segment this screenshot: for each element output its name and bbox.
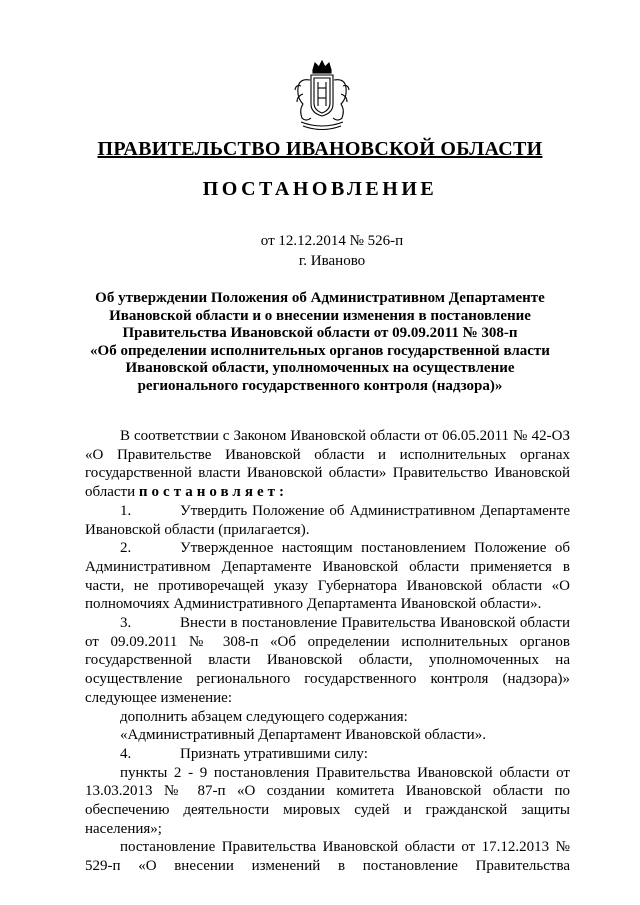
preamble-text: В соответствии с Законом Ивановской области от 06.05.2011 № 42-ОЗ «О Правительстве Ивановской области и исполнительных органах государственной власти Ивановской области» Правительство Ивановской области [85,428,570,501]
item-number: 1. [120,502,132,519]
item-text: Утвержденное настоящим постановлением Положение об Административном Департаменте Ивановской области применяется в части, не противоречащей указу Губернатора Ивановской области «О полномочиях Административного Департамента Ивановской области». [85,540,570,613]
title-line: Ивановской области, уполномоченных на осуществление [125,360,515,376]
document-body [85,427,570,876]
resolves-word: постановляет: [138,484,288,501]
item-number: 4. [120,745,132,762]
title-line: регионального государственного контроля (надзора)» [137,377,503,394]
item3-sub-paragraph: «Административный Департамент Ивановской области». [120,727,486,744]
item-text: Внести в постановление Правительства Ивановской области от 09.09.2011 № 308-п «Об определении исполнительных органов государственной власти Ивановской области, уполномоченных на осуществление регионального государственного контроля (надзора)» следующее изменение: [85,615,570,706]
item4-paragraph: постановление Правительства Ивановской области от 17.12.2013 № 529-п «О внесении изменений в постановление Правительства [85,839,570,875]
title-line: «Об определении исполнительных органов государственной власти [90,342,550,359]
preamble-paragraph [85,427,570,502]
document-type: ПОСТАНОВЛЕНИЕ [202,178,438,200]
item-number: 3. [120,615,132,632]
city: г. Иваново [298,253,366,269]
list-item [85,745,570,764]
title-line: Об утверждении Положения об Административном Департаменте [95,290,545,306]
coat-of-arms-icon [293,58,351,132]
list-item [85,614,570,708]
item-number: 2. [120,540,132,557]
title-line: Правительства Ивановской области от 09.09.2011 № 308-п [122,325,518,341]
item-text: Признать утратившими силу: [180,745,368,762]
government-name: ПРАВИТЕЛЬСТВО ИВАНОВСКОЙ ОБЛАСТИ [97,138,543,160]
document-title [70,290,570,395]
date-and-place [0,231,640,271]
list-item [85,539,570,614]
item3-sub-paragraph: дополнить абзацем следующего содержания: [120,708,408,725]
date-number: от 12.12.2014 № 526-п [260,233,404,249]
item-text: Утвердить Положение об Административном Департаменте Ивановской области (прилагается). [85,502,570,538]
item4-paragraph: пункты 2 - 9 постановления Правительства Ивановской области от 13.03.2013 № 87-п «О создании комитета Ивановской области по обеспечению деятельности мировых судей и гражданской защиты населения»; [85,764,570,837]
list-item [85,502,570,539]
title-line: Ивановской области и о внесении изменения в постановление [109,307,531,324]
